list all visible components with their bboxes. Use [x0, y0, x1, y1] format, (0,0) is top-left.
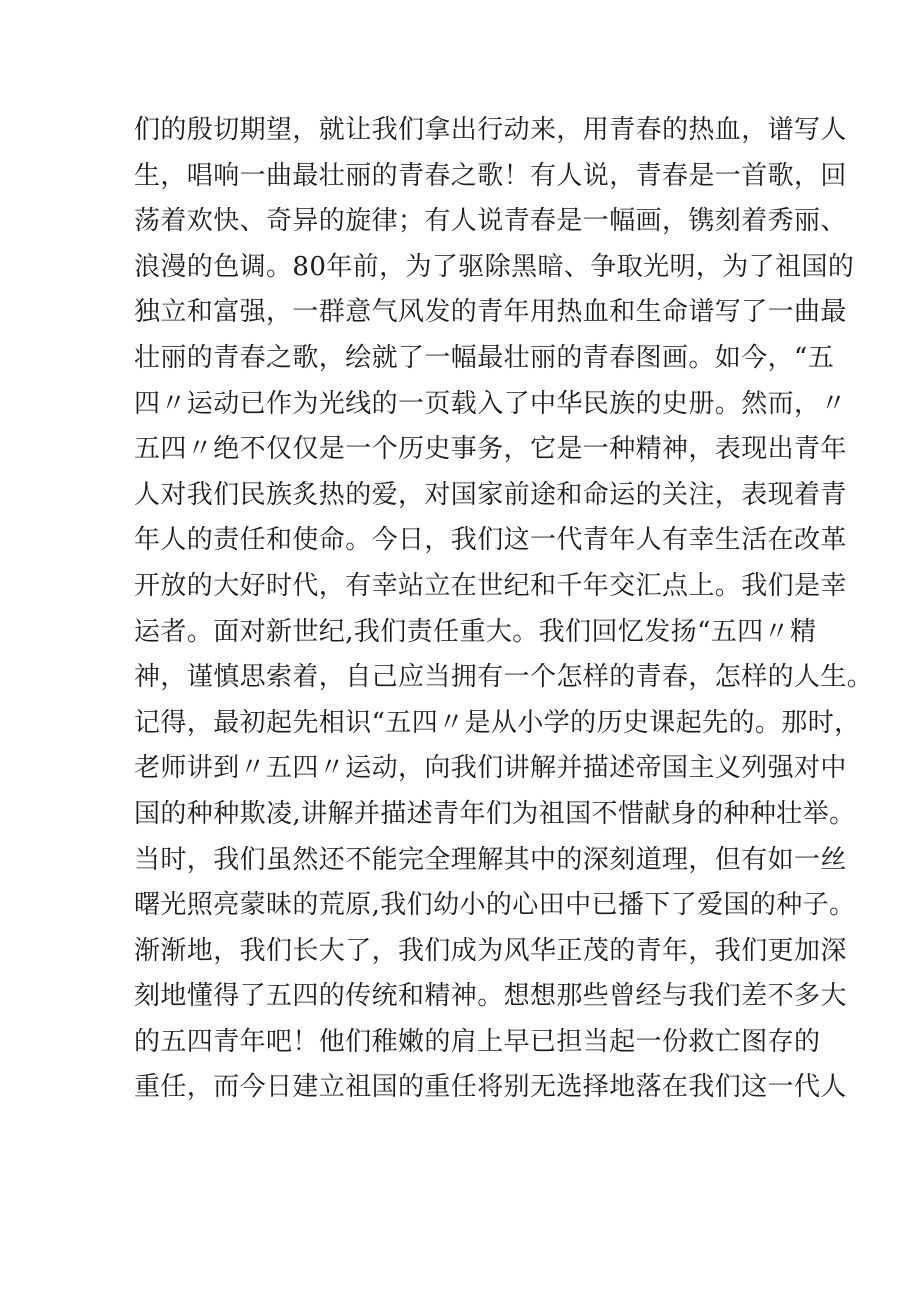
text-line: 曙光照亮蒙昧的荒原,我们幼小的心田中已播下了爱国的种子。: [134, 890, 856, 921]
text-line: 独立和富强，一群意气风发的青年用热血和生命谱写了一曲最: [134, 297, 847, 328]
body-text: [134, 108, 874, 1111]
text-line: 记得，最初起先相识“五四〃是从小学的历史课起先的。那时，: [134, 707, 861, 738]
text-line: 四〃运动已作为光线的一页载入了中华民族的史册。然而，〃: [134, 388, 847, 419]
text-line: 神，谨慎思索着，自己应当拥有一个怎样的青春，怎样的人生。: [134, 662, 874, 693]
text-line: 五四〃绝不仅仅是一个历史事务，它是一种精神，表现出青年: [134, 434, 847, 465]
text-line: 浪漫的色调。80年前，为了驱除黑暗、争取光明，为了祖国的: [134, 251, 855, 282]
text-line: 渐渐地，我们长大了，我们成为风华正茂的青年，我们更加深: [134, 935, 847, 966]
text-line: 当时，我们虽然还不能完全理解其中的深刻道理，但有如一丝: [134, 844, 847, 875]
text-line: 年人的责任和使命。今日，我们这一代青年人有幸生活在改革: [134, 525, 847, 556]
text-line: 老师讲到〃五四〃运动，向我们讲解并描述帝国主义列强对中: [134, 753, 847, 784]
text-line: 刻地懂得了五四的传统和精神。想想那些曾经与我们差不多大: [134, 981, 847, 1012]
text-line: 人对我们民族炙热的爱，对国家前途和命运的关注，表现着青: [134, 479, 847, 510]
text-line: 荡着欢快、奇异的旋律；有人说青春是一幅画，镌刻着秀丽、: [134, 206, 847, 237]
text-line: 重任，而今日建立祖国的重任将别无选择地落在我们这一代人: [134, 1072, 847, 1103]
text-line: 国的种种欺凌,讲解并描述青年们为祖国不惜献身的种种壮举。: [134, 798, 856, 829]
text-line: 的五四青年吧！他们稚嫩的肩上早已担当起一份救亡图存的: [134, 1026, 821, 1057]
text-line: 运者。面对新世纪,我们责任重大。我们回忆发扬“五四〃精: [134, 616, 817, 647]
text-line: 开放的大好时代，有幸站立在世纪和千年交汇点上。我们是幸: [134, 570, 847, 601]
text-line: 壮丽的青春之歌，绘就了一幅最壮丽的青春图画。如今，“五: [134, 342, 835, 373]
text-line: 生，唱响一曲最壮丽的青春之歌！有人说，青春是一首歌，回: [134, 160, 847, 191]
text-line: 们的殷切期望，就让我们拿出行动来，用青春的热血，谱写人: [134, 115, 847, 145]
